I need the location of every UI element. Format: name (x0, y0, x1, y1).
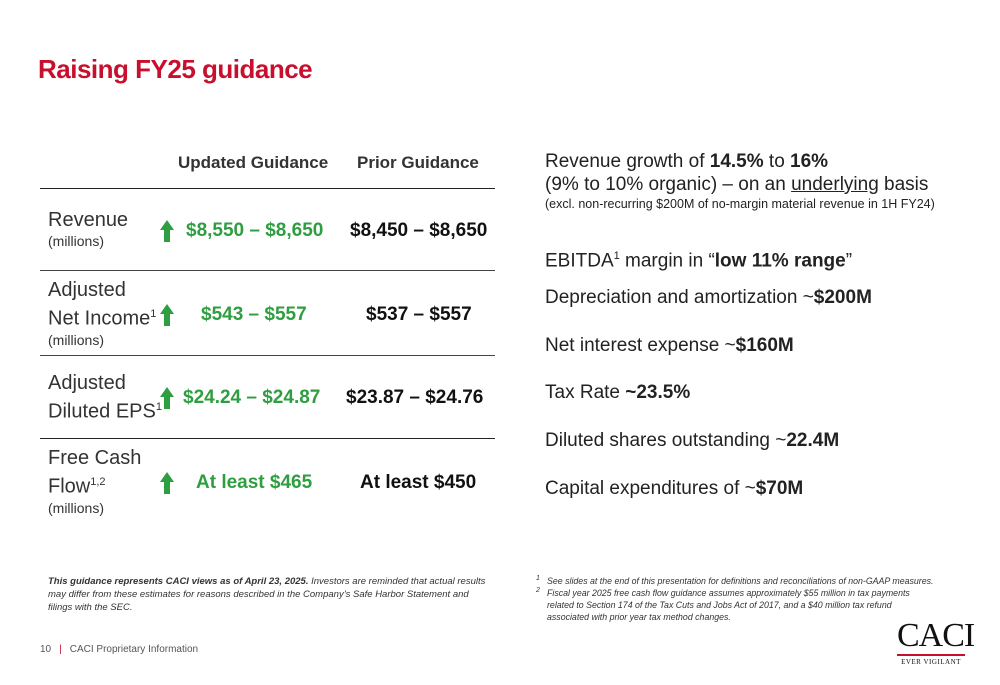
ebitda-label: EBITDA (545, 250, 614, 272)
footer-divider: | (59, 644, 62, 655)
row-label-text: Revenue (48, 209, 129, 231)
footnote-ref: 1,2 (90, 476, 106, 488)
footnote-ref: 1 (613, 250, 620, 262)
table-row-revenue (40, 188, 495, 270)
footnote-text: Fiscal year 2025 free cash flow guidance assumes approximately $55 million in tax payments related to Section 174 of the Tax Cuts and Jobs Act of 2017, and a $40 million tax refund associated with prior year tax method changes. (547, 588, 910, 622)
prior-value: $8,450 – $8,650 (350, 220, 488, 241)
footnote-number: 1 (536, 575, 540, 582)
revenue-growth-item (545, 150, 935, 212)
arrow-up-icon (160, 220, 174, 242)
tax-rate-label: Tax Rate (545, 382, 626, 403)
guidance-disclaimer (48, 575, 488, 614)
depreciation-value: $200M (813, 287, 872, 308)
row-units: (millions) (48, 499, 104, 516)
depreciation-label: Depreciation and amortization ~ (545, 287, 814, 308)
capex-item (545, 477, 803, 500)
prior-value: At least $450 (360, 472, 477, 493)
interest-value: $160M (735, 335, 794, 356)
page-footer (40, 644, 198, 655)
page-number: 10 (40, 644, 52, 655)
underlying-text: underlying (791, 174, 879, 195)
header-prior-guidance: Prior Guidance (357, 153, 479, 172)
footnote (536, 587, 936, 623)
interest-item (545, 334, 794, 357)
revenue-growth-to: to (763, 151, 791, 172)
header-updated-guidance: Updated Guidance (178, 153, 329, 172)
footer-text: CACI Proprietary Information (69, 644, 199, 655)
arrow-up-icon (160, 387, 174, 409)
logo-tagline: EVER VIGILANT (901, 658, 961, 666)
row-label-line2: Flow (48, 475, 91, 498)
updated-value: $543 – $557 (201, 304, 307, 325)
ebitda-mid: margin in “ (619, 250, 715, 272)
revenue-note: (excl. non-recurring $200M of no-margin material revenue in 1H FY24) (545, 197, 935, 211)
row-label-line2: Net Income (48, 307, 151, 330)
table-row-free-cash-flow (40, 438, 495, 528)
capex-label: Capital expenditures of ~ (545, 478, 756, 499)
row-label-line1: Adjusted (48, 372, 126, 394)
arrow-up-icon (160, 472, 174, 494)
table-row-diluted-eps (40, 355, 495, 438)
row-units: (millions) (48, 233, 104, 249)
disclaimer-bold: This guidance represents CACI views as of April 23, 2025. (48, 576, 309, 587)
footnote-ref: 1 (155, 401, 162, 413)
updated-value: At least $465 (196, 472, 313, 493)
row-label (48, 278, 156, 349)
page-title: Raising FY25 guidance (38, 54, 313, 84)
row-label-line1: Free Cash (48, 447, 142, 469)
footnote-ref: 1 (150, 308, 157, 320)
revenue-growth-text: Revenue growth of (545, 151, 710, 172)
row-label-line1: Adjusted (48, 279, 126, 301)
disclaimer-text: Investors are reminded that actual results may differ from these estimates for reasons described in the Company’s Safe Harbor Statement and filings with the SEC. (48, 576, 486, 613)
footnote-number: 2 (536, 587, 540, 594)
row-label (48, 446, 141, 517)
basis-text: basis (878, 174, 929, 195)
logo-name: CACI (897, 617, 975, 654)
updated-value: $24.24 – $24.87 (183, 387, 321, 408)
prior-value: $537 – $557 (366, 304, 472, 325)
diluted-shares-item (545, 429, 839, 452)
updated-value: $8,550 – $8,650 (186, 220, 324, 241)
logo-rule (897, 654, 965, 656)
depreciation-item (545, 286, 872, 309)
arrow-up-icon (160, 304, 174, 326)
row-label (48, 371, 162, 424)
organic-text: (9% to 10% organic) – on an (545, 174, 792, 195)
tax-rate-item (545, 381, 690, 404)
table-row-net-income (40, 270, 495, 355)
diluted-shares-label: Diluted shares outstanding ~ (545, 430, 787, 451)
ebitda-value: low 11% range (714, 250, 846, 272)
footnote-text: See slides at the end of this presentation for definitions and reconciliations of non-GAAP measures. (547, 576, 934, 586)
row-units: (millions) (48, 331, 104, 348)
row-label (48, 208, 128, 250)
ebitda-close-quote: ” (845, 250, 853, 272)
interest-label: Net interest expense ~ (545, 335, 736, 356)
ebitda-item (545, 245, 852, 272)
caci-logo (897, 617, 975, 666)
footnotes (536, 575, 936, 623)
diluted-shares-value: 22.4M (786, 430, 840, 451)
tax-rate-value: ~23.5% (625, 382, 691, 403)
revenue-growth-low: 14.5% (709, 151, 764, 172)
revenue-growth-high: 16% (790, 151, 829, 172)
prior-value: $23.87 – $24.76 (346, 387, 484, 408)
capex-value: $70M (755, 478, 804, 499)
row-label-line2: Diluted EPS (48, 400, 156, 423)
footnote (536, 575, 936, 587)
